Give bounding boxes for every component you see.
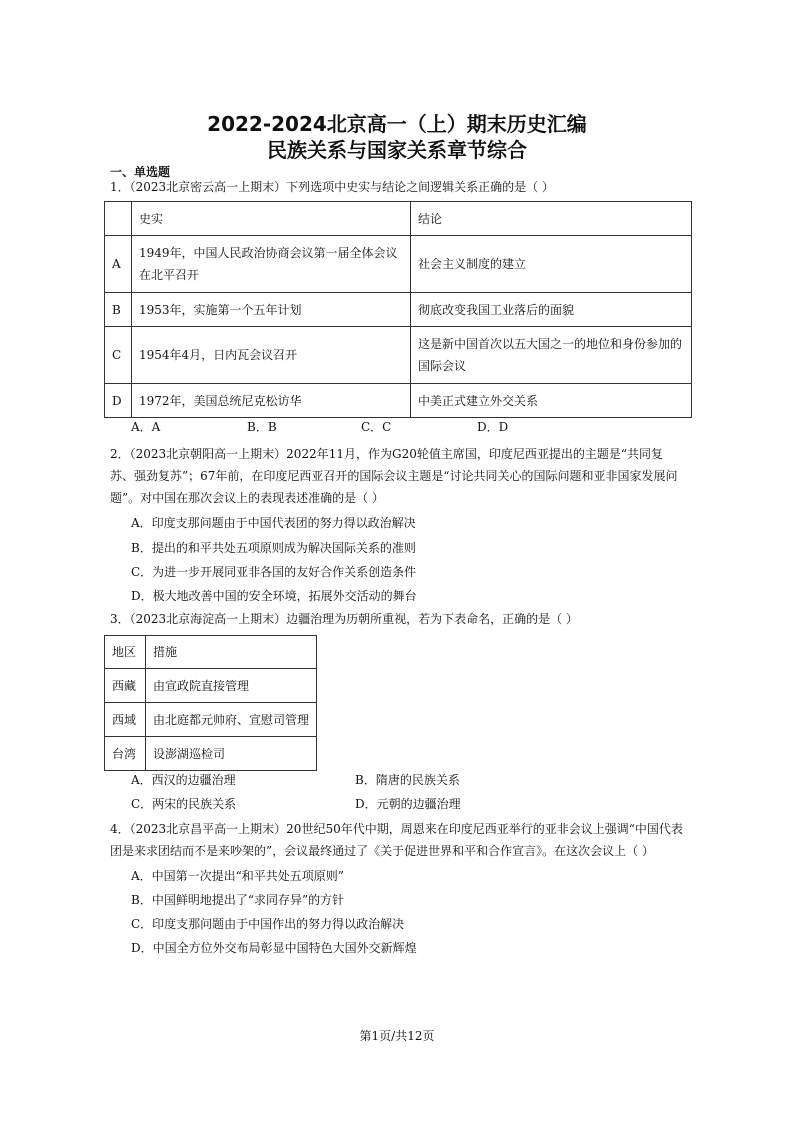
table-cell [105,202,132,236]
question-4-stem: 4．（2023北京昌平高一上期末）20世纪50年代中期，周恩来在印度尼西亚举行的亚非会议上强调“中国代表团是来求团结而不是来吵架的”，会议最终通过了《关于促进世界和平和合作宣言》。在这次会议上（ ） [110,822,683,858]
section-heading: 一、单选题 [110,165,171,179]
question-1-option-d: D．D [477,420,509,434]
question-2-option-b: B．提出的和平共处五项原则成为解决国际关系的准则 [131,541,416,555]
table-cell: 西藏 [105,669,146,703]
table-row [105,327,692,384]
table-cell: 措施 [146,636,317,669]
document-title: 2022-2024北京高一（上）期末历史汇编 [207,112,587,136]
table-cell: 由宣政院直接管理 [146,669,317,703]
question-3-option-c: C．两宋的民族关系 [131,797,237,811]
table-cell: 1972年，美国总统尼克松访华 [132,384,411,418]
question-1-table [104,201,692,418]
table-row [105,669,317,703]
table-cell: 1954年4月，日内瓦会议召开 [132,327,411,384]
table-row [105,236,692,293]
question-3-option-a: A．西汉的边疆治理 [131,773,236,787]
table-row [105,636,317,669]
question-4-option-b: B．中国鲜明地提出了“求同存异”的方针 [131,893,345,907]
table-cell: 由北庭都元帅府、宣慰司管理 [146,703,317,737]
document-subtitle: 民族关系与国家关系章节综合 [267,138,527,162]
question-2-option-a: A．印度支那问题由于中国代表团的努力得以政治解决 [131,516,416,530]
table-cell: 中美正式建立外交关系 [411,384,692,418]
question-1-option-a: A．A [131,420,161,434]
table-cell: A [105,236,132,293]
question-3-table [104,635,317,771]
table-row [105,737,317,771]
question-4-option-c: C．印度支那问题由于中国作出的努力得以政治解决 [131,917,405,931]
table-row [105,202,692,236]
table-cell: 西域 [105,703,146,737]
table-cell: 设澎湖巡检司 [146,737,317,771]
table-cell: 1949年，中国人民政治协商会议第一届全体会议在北平召开 [132,236,411,293]
page-number: 第1页/共12页 [359,1029,435,1043]
table-cell: 彻底改变我国工业落后的面貌 [411,293,692,327]
question-1-option-b: B．B [247,420,277,434]
table-row [105,384,692,418]
question-4-option-d: D．中国全方位外交布局彰显中国特色大国外交新辉煌 [131,941,417,955]
question-1-stem: 1．（2023北京密云高一上期末）下列选项中史实与结论之间逻辑关系正确的是（ ） [110,180,554,194]
table-cell: 史实 [132,202,411,236]
table-cell: 地区 [105,636,146,669]
table-row [105,293,692,327]
table-cell: B [105,293,132,327]
table-cell: 结论 [411,202,692,236]
question-2-stem: 2．（2023北京朝阳高一上期末）2022年11月，作为G20轮值主席国，印度尼西亚提出的主题是“共同复苏、强劲复苏”；67年前，在印度尼西亚召开的国际会议主题是“讨论共同关心的国际问题和亚非国家发展问题”。对中国在那次会议上的表现表述准确的是（ ） [110,447,678,505]
table-cell: 台湾 [105,737,146,771]
table-cell: C [105,327,132,384]
question-1-option-c: C．C [361,420,392,434]
table-cell: 这是新中国首次以五大国之一的地位和身份参加的国际会议 [411,327,692,384]
question-4-option-a: A．中国第一次提出“和平共处五项原则” [131,869,344,883]
question-3-option-d: D．元朝的边疆治理 [355,797,461,811]
question-2-option-c: C．为进一步开展同亚非各国的友好合作关系创造条件 [131,565,417,579]
question-2-option-d: D．极大地改善中国的安全环境，拓展外交活动的舞台 [131,589,417,603]
question-3-stem: 3．（2023北京海淀高一上期末）边疆治理为历朝所重视，若为下表命名，正确的是（ ） [110,612,578,626]
table-row [105,703,317,737]
question-3-option-b: B．隋唐的民族关系 [355,773,460,787]
table-cell: 社会主义制度的建立 [411,236,692,293]
table-cell: D [105,384,132,418]
table-cell: 1953年，实施第一个五年计划 [132,293,411,327]
